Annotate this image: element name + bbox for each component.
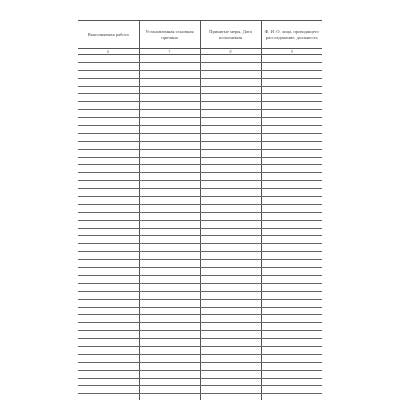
table-cell: [139, 212, 200, 220]
table-cell: [78, 149, 139, 157]
table-cell: [261, 189, 322, 197]
table-cell: [78, 181, 139, 189]
table-cell: [139, 55, 200, 63]
table-row: [78, 78, 322, 86]
table-cell: [261, 299, 322, 307]
table-cell: [139, 236, 200, 244]
table-cell: [78, 283, 139, 291]
table-row: [78, 110, 322, 118]
table-cell: [261, 268, 322, 276]
table-cell: [261, 55, 322, 63]
table-cell: [261, 228, 322, 236]
table-cell: [261, 149, 322, 157]
table-cell: [200, 173, 261, 181]
table-cell: [261, 331, 322, 339]
table-cell: [78, 118, 139, 126]
table-cell: [261, 94, 322, 102]
table-cell: [78, 362, 139, 370]
journal-table: [78, 20, 322, 400]
table-cell: [78, 102, 139, 110]
table-cell: [78, 86, 139, 94]
table-cell: [139, 133, 200, 141]
table-cell: [200, 307, 261, 315]
table-cell: [261, 236, 322, 244]
table-cell: [200, 181, 261, 189]
table-cell: [200, 378, 261, 386]
table-cell: [261, 126, 322, 134]
table-cell: [200, 78, 261, 86]
table-row: [78, 149, 322, 157]
table-row: [78, 323, 322, 331]
table-row: [78, 291, 322, 299]
table-body: [78, 55, 322, 400]
table-cell: [139, 354, 200, 362]
table-row: [78, 354, 322, 362]
table-row: [78, 275, 322, 283]
table-cell: [78, 94, 139, 102]
table-row: [78, 260, 322, 268]
table-cell: [200, 110, 261, 118]
table-cell: [200, 204, 261, 212]
table-cell: [139, 362, 200, 370]
table-cell: [200, 220, 261, 228]
table-cell: [139, 315, 200, 323]
table-cell: [261, 86, 322, 94]
table-cell: [261, 220, 322, 228]
table-row: [78, 252, 322, 260]
table-row: [78, 204, 322, 212]
table-cell: [78, 299, 139, 307]
table-cell: [78, 141, 139, 149]
table-cell: [139, 118, 200, 126]
table-cell: [139, 260, 200, 268]
header-row: [78, 21, 322, 49]
table-cell: [78, 307, 139, 315]
table-cell: [261, 181, 322, 189]
table-cell: [139, 291, 200, 299]
table-cell: [139, 189, 200, 197]
table-cell: [200, 394, 261, 400]
table-cell: [200, 236, 261, 244]
table-row: [78, 307, 322, 315]
column-number-9: 9: [261, 49, 322, 55]
table-cell: [261, 386, 322, 394]
table-cell: [78, 220, 139, 228]
table-cell: [78, 165, 139, 173]
table-row: [78, 268, 322, 276]
table-cell: [78, 331, 139, 339]
table-cell: [200, 354, 261, 362]
table-row: [78, 141, 322, 149]
table-cell: [78, 126, 139, 134]
table-cell: [78, 173, 139, 181]
table-cell: [139, 204, 200, 212]
table-cell: [200, 346, 261, 354]
table-row: [78, 339, 322, 347]
table-cell: [78, 275, 139, 283]
table-cell: [139, 94, 200, 102]
table-cell: [78, 70, 139, 78]
table-cell: [139, 62, 200, 70]
table-cell: [200, 268, 261, 276]
table-cell: [78, 354, 139, 362]
table-row: [78, 118, 322, 126]
table-cell: [139, 173, 200, 181]
table-cell: [78, 386, 139, 394]
table-cell: [200, 197, 261, 205]
table-cell: [200, 260, 261, 268]
table-cell: [261, 252, 322, 260]
table-cell: [139, 70, 200, 78]
table-cell: [139, 370, 200, 378]
table-cell: [261, 110, 322, 118]
table-cell: [78, 378, 139, 386]
table-cell: [139, 86, 200, 94]
table-cell: [200, 212, 261, 220]
table-row: [78, 165, 322, 173]
table-cell: [78, 189, 139, 197]
header-investigator: Ф. И. О. лица, проводящего расследование, должность: [261, 21, 322, 49]
table-row: [78, 212, 322, 220]
table-row: [78, 157, 322, 165]
table-cell: [78, 212, 139, 220]
table-cell: [261, 173, 322, 181]
column-number-8: 8: [200, 49, 261, 55]
table-cell: [261, 307, 322, 315]
table-cell: [261, 354, 322, 362]
table-row: [78, 189, 322, 197]
table-cell: [200, 165, 261, 173]
table-cell: [139, 252, 200, 260]
table-cell: [261, 141, 322, 149]
table-cell: [139, 165, 200, 173]
header-root-cause: Установленная основная причина: [139, 21, 200, 49]
table-cell: [200, 70, 261, 78]
table-cell: [261, 70, 322, 78]
table-cell: [261, 275, 322, 283]
table-cell: [200, 362, 261, 370]
table-cell: [200, 118, 261, 126]
table-row: [78, 94, 322, 102]
table-cell: [200, 55, 261, 63]
table-cell: [261, 378, 322, 386]
table-cell: [139, 386, 200, 394]
table-row: [78, 220, 322, 228]
table-cell: [200, 86, 261, 94]
table-cell: [139, 244, 200, 252]
table-cell: [200, 133, 261, 141]
table-cell: [261, 197, 322, 205]
table-cell: [200, 339, 261, 347]
table-cell: [261, 118, 322, 126]
table-cell: [200, 252, 261, 260]
table-cell: [200, 386, 261, 394]
column-number-6: 6: [78, 49, 139, 55]
table-cell: [261, 291, 322, 299]
table-cell: [261, 283, 322, 291]
table-cell: [261, 315, 322, 323]
table-row: [78, 244, 322, 252]
table-cell: [78, 78, 139, 86]
table-cell: [139, 110, 200, 118]
table-cell: [261, 339, 322, 347]
table-row: [78, 228, 322, 236]
table-cell: [139, 102, 200, 110]
table-cell: [261, 244, 322, 252]
table-row: [78, 283, 322, 291]
table-cell: [261, 346, 322, 354]
table-cell: [261, 78, 322, 86]
table-cell: [78, 133, 139, 141]
table-cell: [139, 181, 200, 189]
table-cell: [139, 268, 200, 276]
table-cell: [139, 220, 200, 228]
table-row: [78, 299, 322, 307]
table-cell: [261, 157, 322, 165]
table-cell: [139, 197, 200, 205]
table-cell: [139, 307, 200, 315]
table-cell: [200, 331, 261, 339]
table-cell: [78, 110, 139, 118]
table-cell: [139, 323, 200, 331]
header-measures-taken: Принятые меры, Дата исполнения: [200, 21, 261, 49]
table-cell: [261, 370, 322, 378]
table-cell: [78, 228, 139, 236]
table-cell: [261, 212, 322, 220]
table-row: [78, 315, 322, 323]
table-row: [78, 362, 322, 370]
table-cell: [200, 141, 261, 149]
table-cell: [200, 228, 261, 236]
table-cell: [200, 149, 261, 157]
table-row: [78, 370, 322, 378]
table-cell: [78, 291, 139, 299]
table-cell: [139, 126, 200, 134]
table-row: [78, 86, 322, 94]
table-cell: [139, 149, 200, 157]
table-cell: [261, 323, 322, 331]
table-row: [78, 70, 322, 78]
table-cell: [200, 323, 261, 331]
table-cell: [78, 339, 139, 347]
table-cell: [78, 197, 139, 205]
table-cell: [261, 133, 322, 141]
table-cell: [139, 331, 200, 339]
table-cell: [139, 394, 200, 400]
table-cell: [139, 378, 200, 386]
table-cell: [78, 346, 139, 354]
table-cell: [78, 323, 139, 331]
table-cell: [78, 394, 139, 400]
table-row: [78, 102, 322, 110]
table-cell: [139, 228, 200, 236]
table-cell: [78, 244, 139, 252]
table-cell: [200, 157, 261, 165]
table-cell: [139, 299, 200, 307]
table-row: [78, 173, 322, 181]
table-cell: [200, 299, 261, 307]
table-cell: [200, 244, 261, 252]
table-cell: [78, 157, 139, 165]
table-row: [78, 133, 322, 141]
table-cell: [200, 126, 261, 134]
table-cell: [200, 62, 261, 70]
table-cell: [200, 102, 261, 110]
table-cell: [78, 252, 139, 260]
table-cell: [78, 62, 139, 70]
table-cell: [261, 362, 322, 370]
table-row: [78, 181, 322, 189]
table-cell: [261, 260, 322, 268]
table-cell: [200, 291, 261, 299]
table-cell: [261, 204, 322, 212]
table-row: [78, 394, 322, 400]
table-row: [78, 331, 322, 339]
table-row: [78, 55, 322, 63]
column-number-7: 7: [139, 49, 200, 55]
table-cell: [139, 339, 200, 347]
form-sheet: [78, 20, 322, 400]
table-row: [78, 236, 322, 244]
table-cell: [78, 315, 139, 323]
table-cell: [200, 370, 261, 378]
table-row: [78, 126, 322, 134]
table-cell: [78, 268, 139, 276]
table-cell: [261, 62, 322, 70]
table-cell: [78, 260, 139, 268]
table-cell: [261, 394, 322, 400]
table-cell: [78, 370, 139, 378]
table-row: [78, 378, 322, 386]
table-cell: [200, 283, 261, 291]
table-row: [78, 386, 322, 394]
table-cell: [78, 55, 139, 63]
table-cell: [78, 204, 139, 212]
table-cell: [200, 275, 261, 283]
table-cell: [139, 283, 200, 291]
header-work-performed: Выполняемая работа: [78, 21, 139, 49]
table-cell: [139, 78, 200, 86]
table-cell: [139, 141, 200, 149]
table-cell: [200, 94, 261, 102]
table-cell: [200, 189, 261, 197]
table-cell: [200, 315, 261, 323]
table-row: [78, 197, 322, 205]
table-cell: [139, 275, 200, 283]
table-row: [78, 62, 322, 70]
table-cell: [261, 102, 322, 110]
table-cell: [139, 346, 200, 354]
table-cell: [78, 236, 139, 244]
table-cell: [261, 165, 322, 173]
table-cell: [139, 157, 200, 165]
table-row: [78, 346, 322, 354]
